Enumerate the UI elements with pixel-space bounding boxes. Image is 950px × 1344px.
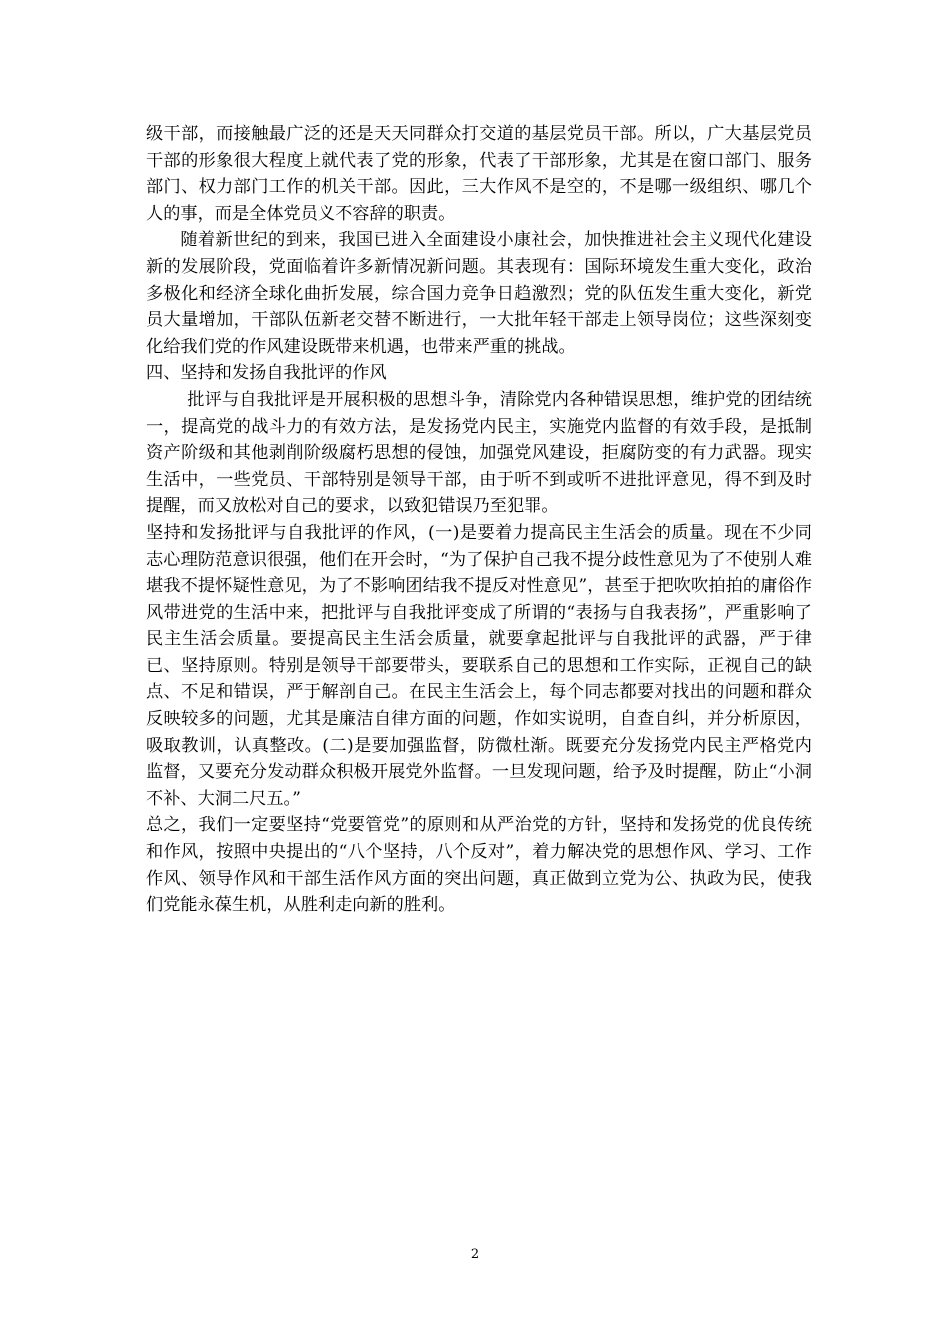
section-heading-self-criticism: 四、坚持和发扬自我批评的作风 xyxy=(146,363,387,384)
document-body xyxy=(146,121,812,919)
paragraph-cadres-image: 级干部，而接触最广泛的还是天天同群众打交道的基层党员干部。所以，广大基层党员干部的形象很大程度上就代表了党的形象，代表了干部形象，尤其是在窗口部门、服务部门、权力部门工作的机关干部。因此，三大作风不是空的，不是哪一级组织、哪几个人的事，而是全体党员义不容辞的职责。 xyxy=(146,124,812,224)
paragraph-new-century: 随着新世纪的到来，我国已进入全面建设小康社会，加快推进社会主义现代化建设新的发展阶段，党面临着许多新情况新问题。其表现有：国际环境发生重大变化，政治多极化和经济全球化曲折发展，综合国力竞争日趋激烈；党的队伍发生重大变化，新党员大量增加，干部队伍新老交替不断进行，一大批年轻干部走上领导岗位；这些深刻变化给我们党的作风建设既带来机遇，也带来严重的挑战。 xyxy=(146,230,812,357)
paragraph-conclusion: 总之，我们一定要坚持“党要管党”的原则和从严治党的方针，坚持和发扬党的优良传统和作风，按照中央提出的“八个坚持，八个反对”，着力解决党的思想作风、学习、工作作风、领导作风和干部生活作风方面的突出问题，真正做到立党为公、执政为民，使我们党能永葆生机，从胜利走向新的胜利。 xyxy=(146,815,812,916)
page-number: 2 xyxy=(470,1247,480,1262)
paragraph-criticism-method: 批评与自我批评是开展积极的思想斗争，清除党内各种错误思想，维护党的团结统一，提高党的战斗力的有效方法，是发扬党内民主，实施党内监督的有效手段，是抵制资产阶级和其他剥削阶级腐朽思想的侵蚀，加强党风建设，拒腐防变的有力武器。现实生活中，一些党员、干部特别是领导干部，由于听不到或听不进批评意见，得不到及时提醒，而又放松对自己的要求，以致犯错误乃至犯罪。 xyxy=(146,389,812,517)
paragraph-democratic-life-meeting: 坚持和发扬批评与自我批评的作风，(一)是要着力提高民主生活会的质量。现在不少同志心理防范意识很强，他们在开会时，“为了保护自己我不提分歧性意见为了不使别人难堪我不提怀疑性意见，为了不影响团结我不提反对性意见”，甚至于把吹吹拍拍的庸俗作风带进党的生活中来，把批评与自我批评变成了所谓的“表扬与自我表扬”，严重影响了民主生活会质量。要提高民主生活会质量，就要拿起批评与自我批评的武器，严于律已、坚持原则。特别是领导干部要带头，要联系自己的思想和工作实际，正视自己的缺点、不足和错误，严于解剖自己。在民主生活会上，每个同志都要对找出的问题和群众反映较多的问题，尤其是廉洁自律方面的问题，作如实说明，自查自纠，并分析原因，吸取教训，认真整改。(二)是要加强监督，防微杜渐。既要充分发扬党内民主严格党内监督，又要充分发动群众积极开展党外监督。一旦发现问题，给予及时提醒，防止“小洞不补、大洞二尺五。” xyxy=(146,522,812,809)
